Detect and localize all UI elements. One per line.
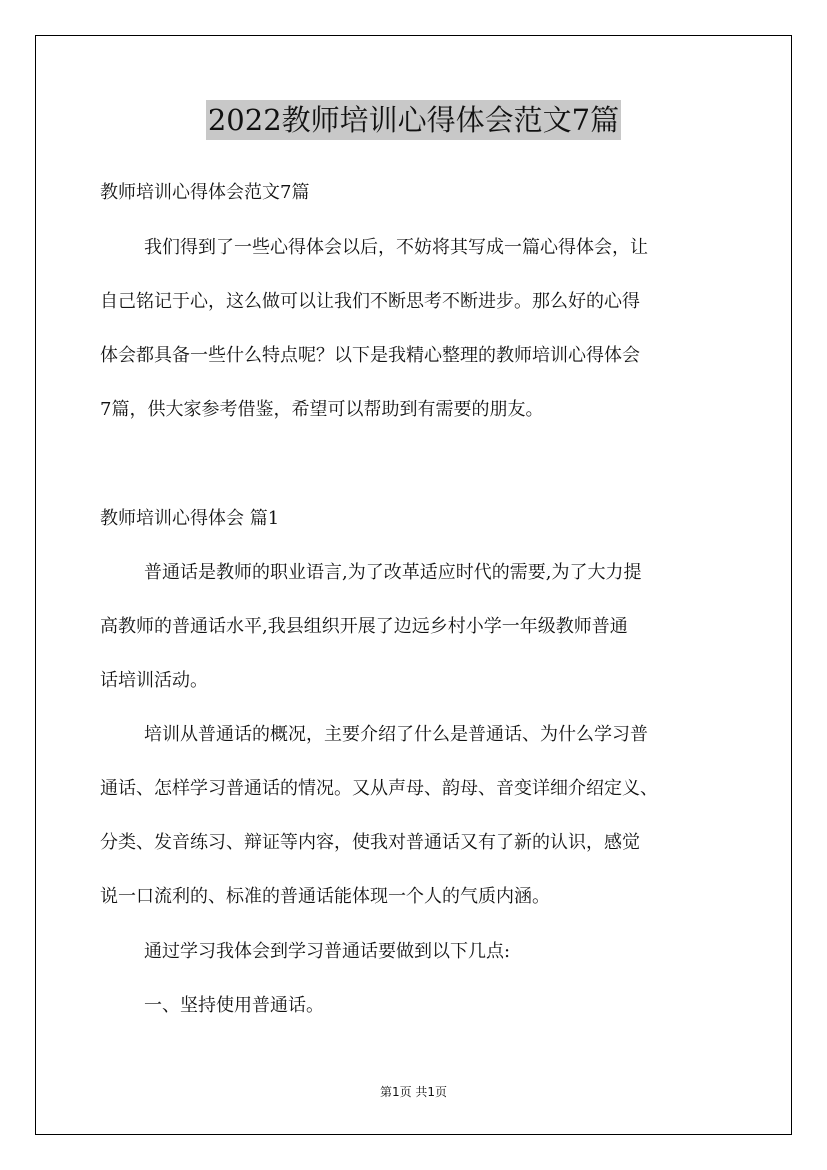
- intro-line-4: 7篇，供大家参考借鉴，希望可以帮助到有需要的朋友。: [100, 399, 544, 420]
- intro-line-3: 体会都具备一些什么特点呢？以下是我精心整理的教师培训心得体会: [100, 345, 640, 366]
- para2-line-1: 培训从普通话的概况，主要介绍了什么是普通话、为什么学习普: [144, 724, 648, 745]
- para3: 通过学习我体会到学习普通话要做到以下几点:: [144, 941, 511, 962]
- para2-line-3: 分类、发音练习、辩证等内容，使我对普通话又有了新的认识，感觉: [100, 832, 640, 853]
- document-title: 2022教师培训心得体会范文7篇: [206, 100, 621, 140]
- para1-line-1: 普通话是教师的职业语言,为了改革适应时代的需要,为了大力提: [144, 562, 642, 583]
- document-subtitle: 教师培训心得体会范文7篇: [100, 182, 310, 203]
- para4: 一、坚持使用普通话。: [144, 995, 324, 1016]
- intro-line-2: 自己铭记于心，这么做可以让我们不断思考不断进步。那么好的心得: [100, 291, 640, 312]
- para2-line-4: 说一口流利的、标准的普通话能体现一个人的气质内涵。: [100, 886, 550, 907]
- title-container: [0, 100, 827, 140]
- page-footer: 第1页 共1页: [379, 1085, 448, 1099]
- para2-line-2: 通话、怎样学习普通话的情况。又从声母、韵母、音变详细介绍定义、: [100, 778, 658, 799]
- intro-line-1: 我们得到了一些心得体会以后，不妨将其写成一篇心得体会，让: [144, 237, 648, 258]
- section-heading: 教师培训心得体会 篇1: [100, 508, 280, 529]
- para1-line-2: 高教师的普通话水平,我县组织开展了边远乡村小学一年级教师普通: [100, 616, 628, 637]
- para1-line-3: 话培训活动。: [100, 670, 208, 691]
